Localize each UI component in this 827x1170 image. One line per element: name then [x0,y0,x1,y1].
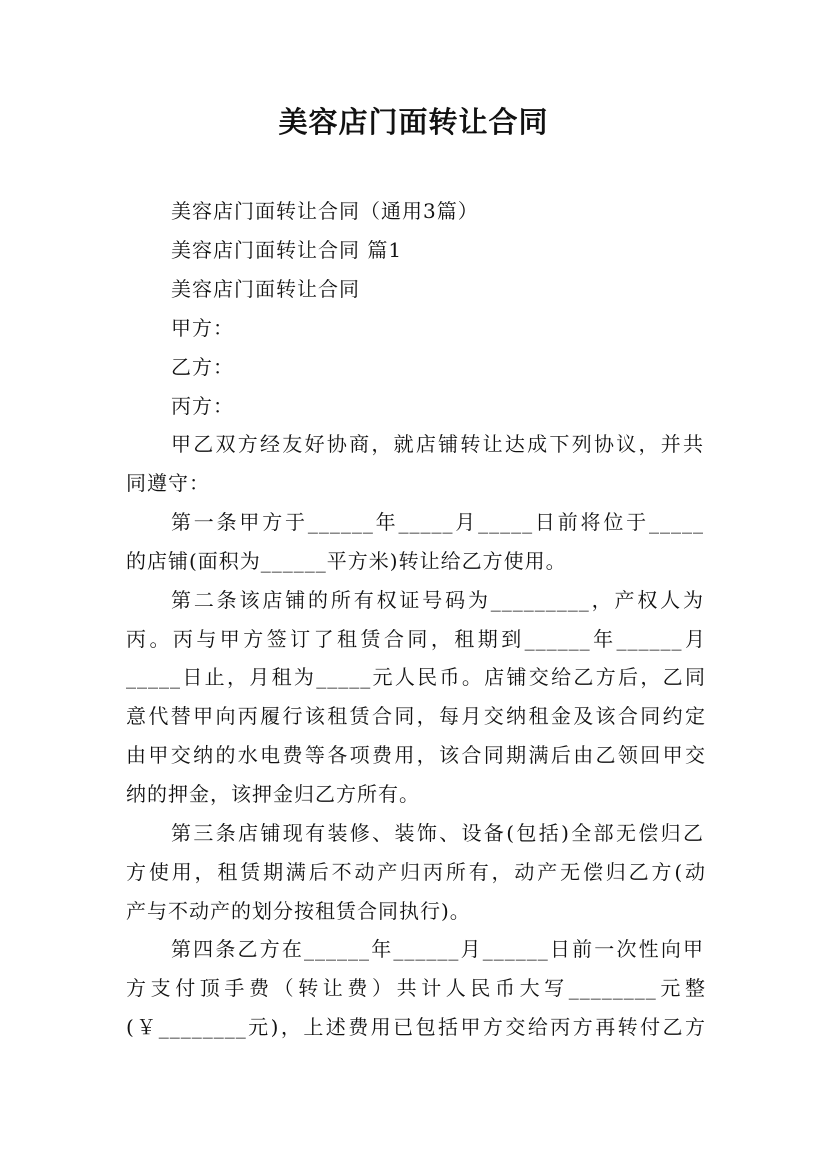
clause-4-line: 第四条乙方在______年______月______日前一次性向甲 [171,937,704,961]
party-c-label: 丙方： [171,394,234,418]
subtitle-line: 美容店门面转让合同（通用3篇） [171,199,479,223]
clause-4-line: 方支付顶手费（转让费）共计人民币大写________元整 [126,976,706,1000]
document-title: 美容店门面转让合同 [278,105,549,139]
clause-2-line: 意代替甲向丙履行该租赁合同，每月交纳租金及该合同约定 [126,704,706,728]
clause-2-line: 丙。丙与甲方签订了租赁合同，租期到______年______月 [126,627,706,651]
clause-1-line: 第一条甲方于______年_____月_____日前将位于_____ [171,510,704,534]
clause-2-line: _____日止，月租为_____元人民币。店铺交给乙方后，乙同 [126,665,706,689]
intro-paragraph-line: 甲乙双方经友好协商，就店铺转让达成下列协议，并共 [171,432,704,456]
intro-paragraph-line: 同遵守： [126,471,210,495]
section-heading: 美容店门面转让合同 篇1 [171,238,403,262]
clause-2-line: 第二条该店铺的所有权证号码为_________，产权人为 [171,588,704,612]
clause-4-line: (￥________元)，上述费用已包括甲方交给丙方再转付乙方 [126,1015,706,1039]
clause-2-line: 由甲交纳的水电费等各项费用，该合同期满后由乙领回甲交 [126,743,706,767]
clause-3-line: 方使用，租赁期满后不动产归丙所有，动产无偿归乙方(动 [126,860,706,884]
contract-name: 美容店门面转让合同 [171,277,360,301]
clause-3-line: 产与不动产的划分按租赁合同执行)。 [126,899,471,923]
clause-1-line: 的店铺(面积为______平方米)转让给乙方使用。 [126,549,567,573]
clause-3-line: 第三条店铺现有装修、装饰、设备(包括)全部无偿归乙 [171,821,704,845]
party-a-label: 甲方： [171,316,234,340]
party-b-label: 乙方： [171,355,234,379]
clause-2-line: 纳的押金，该押金归乙方所有。 [126,782,420,806]
